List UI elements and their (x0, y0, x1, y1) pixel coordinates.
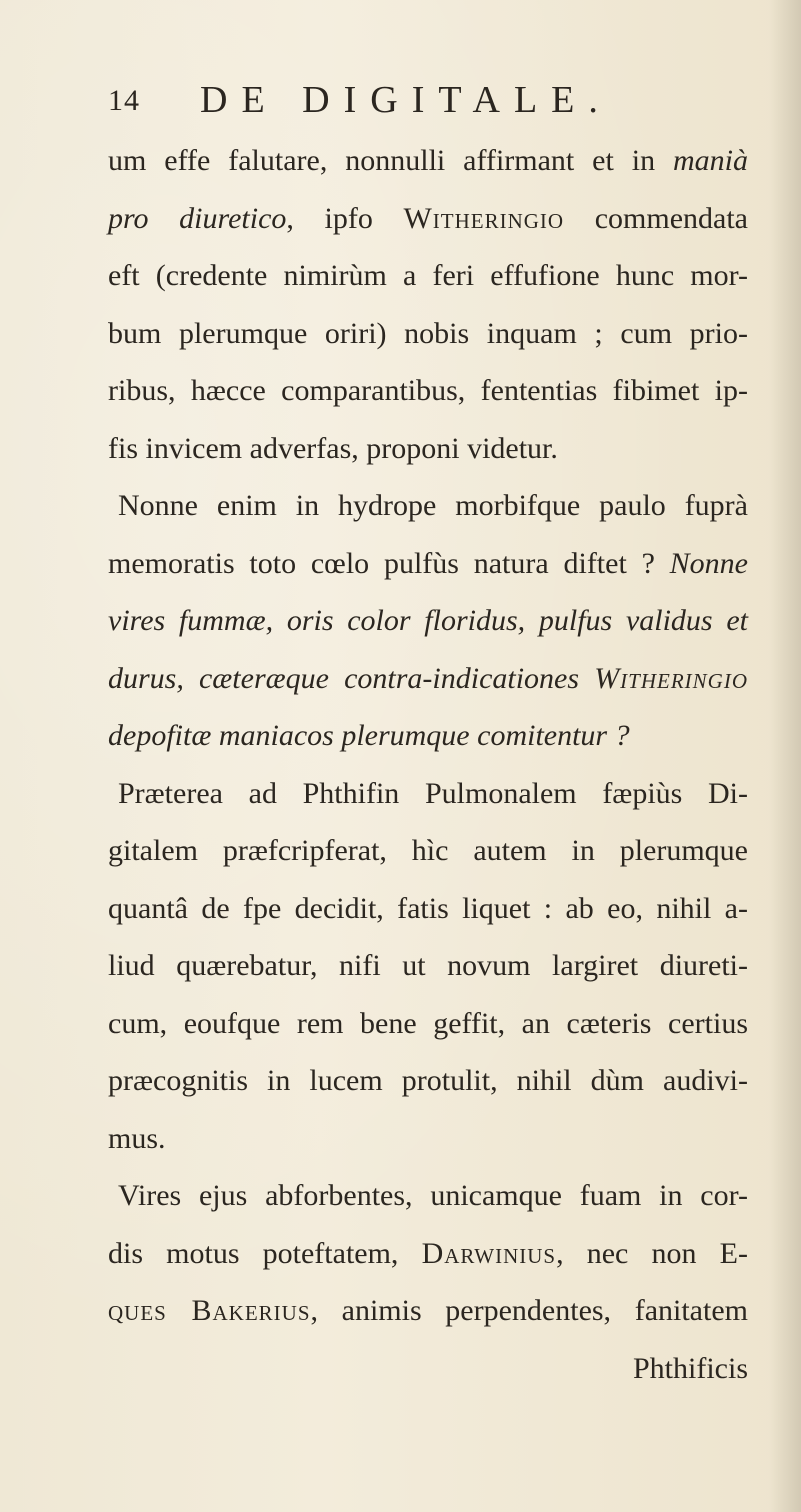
text-segment: , ipfo (286, 201, 404, 235)
text-line (108, 132, 748, 190)
text-line (108, 1167, 748, 1225)
text-line (108, 477, 748, 535)
text-line (108, 822, 748, 880)
text-segment: quantâ de fpe decidit, fatis liquet : ab eo, nihil a- (108, 891, 748, 925)
text-segment: Nonne enim in hydrope morbifque paulo fuprà (118, 489, 748, 522)
italic-text: durus, cæteræque contra-indicationes (108, 661, 595, 695)
text-segment: gitalem præfcripferat, hìc autem in plerumque (108, 834, 748, 867)
author-name: Witheringio (594, 661, 748, 695)
author-name: Witheringio (403, 201, 565, 235)
text-segment: ribus, hæcce comparantibus, fententias fibimet ip- (108, 374, 748, 407)
text-line (108, 937, 748, 995)
text-line (108, 190, 748, 248)
text-line (108, 420, 748, 478)
running-title: DE DIGITALE. (200, 79, 612, 121)
page-header (108, 78, 748, 128)
italic-term: Nonne (669, 546, 748, 580)
text-line (108, 707, 748, 765)
italic-term: pro diuretico (108, 201, 287, 235)
catchword-line (108, 1340, 748, 1398)
text-line (108, 995, 748, 1053)
text-segment: cum, eoufque rem bene geffit, an cæteris certius (108, 1006, 748, 1040)
text-segment: commendata (564, 201, 748, 235)
text-line (108, 247, 748, 305)
text-line (108, 765, 748, 823)
text-line (108, 1225, 748, 1283)
author-name: Darwinius (421, 1236, 557, 1270)
text-segment: , nec non (556, 1236, 720, 1270)
text-line (108, 880, 748, 938)
italic-term: manià (673, 144, 748, 177)
text-segment: Vires ejus abforbentes, unicamque fuam in cor- (118, 1179, 748, 1212)
author-name: ques Bakerius (108, 1294, 311, 1327)
text-segment: liud quærebatur, nifi ut novum largiret diureti- (108, 949, 748, 982)
text-line (108, 1052, 748, 1110)
catchword: Phthificis (632, 1351, 748, 1385)
italic-text: vires fummæ, oris color floridus, pulfus validus et (108, 604, 748, 637)
text-segment: , animis perpendentes, fanitatem (310, 1294, 748, 1327)
text-segment: mus. (108, 1121, 166, 1155)
text-segment: præcognitis in lucem protulit, nihil dùm audivi- (108, 1064, 748, 1097)
page-number: 14 (108, 84, 140, 117)
text-segment: dis motus poteftatem, (108, 1236, 422, 1270)
text-line (108, 535, 748, 593)
page-edge-shadow (769, 0, 801, 1512)
text-line (108, 592, 748, 650)
text-segment: bum plerumque oriri) nobis inquam ; cum prio- (108, 316, 748, 350)
text-segment: memoratis toto cœlo pulfùs natura diftet ? (108, 546, 670, 580)
text-segment: eft (credente nimirùm a feri effufione hunc mor- (108, 259, 748, 292)
italic-text: depofitæ maniacos plerumque comitentur ? (108, 719, 630, 752)
text-line (108, 650, 748, 708)
text-segment: um effe falutare, nonnulli affirmant et in (108, 144, 673, 177)
text-line (108, 1282, 748, 1340)
text-segment: fis invicem adverfas, proponi videtur. (108, 431, 558, 465)
text-line (108, 305, 748, 363)
body-text (108, 132, 748, 1397)
text-line (108, 362, 748, 420)
text-segment: Præterea ad Phthifin Pulmonalem fæpiùs Di- (118, 776, 748, 810)
text-segment: E- (719, 1236, 748, 1270)
text-line (108, 1110, 748, 1168)
